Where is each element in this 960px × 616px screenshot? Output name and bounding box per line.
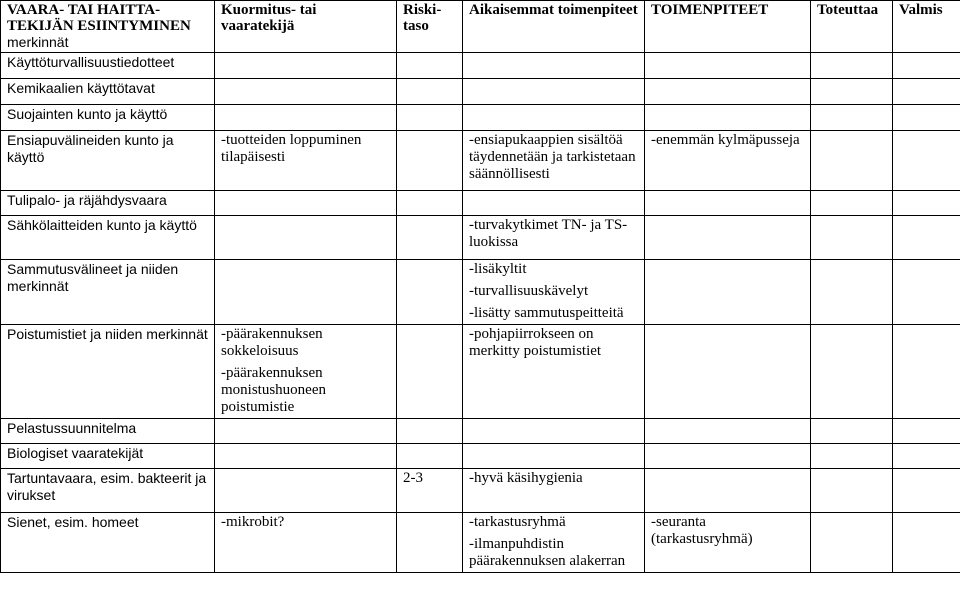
hazard-cell: Käyttöturvallisuustiedotteet: [1, 53, 215, 79]
header-do: Toteuttaa: [811, 1, 893, 53]
done-cell: [893, 131, 960, 191]
hazard-cell: Sammutusvälineet ja niiden merkinnät: [1, 260, 215, 325]
previous-measures-cell: [463, 53, 645, 79]
risk-cell: [397, 131, 463, 191]
actions-cell: [645, 105, 811, 131]
header-factor: Kuormitus- tai vaaratekijä: [215, 1, 397, 53]
done-cell: [893, 105, 960, 131]
factor-cell: [215, 513, 397, 573]
table-row: [1, 191, 960, 216]
responsible-cell: [811, 419, 893, 444]
factor-cell-line: -päärakennuksen monistushuoneen poistumistie: [221, 365, 326, 415]
responsible-cell: [811, 105, 893, 131]
factor-cell: [215, 105, 397, 131]
factor-cell: [215, 131, 397, 191]
actions-cell: [645, 79, 811, 105]
responsible-cell: [811, 325, 893, 419]
table-row: [1, 131, 960, 191]
table-row: [1, 469, 960, 513]
previous-measures-cell: [463, 79, 645, 105]
done-cell: [893, 419, 960, 444]
previous-measures-cell: [463, 469, 645, 513]
risk-cell: [397, 105, 463, 131]
factor-cell: [215, 260, 397, 325]
previous-measures-cell: [463, 216, 645, 260]
responsible-cell: [811, 131, 893, 191]
previous-measures-cell: [463, 131, 645, 191]
risk-cell: [397, 444, 463, 469]
actions-cell: [645, 216, 811, 260]
done-cell: [893, 79, 960, 105]
previous-measures-cell-line: -hyvä käsihygienia: [469, 470, 583, 486]
previous-measures-cell-line: -tarkastusryhmä: [469, 514, 566, 530]
previous-measures-cell: [463, 260, 645, 325]
factor-cell-line: -päärakennuksen sokkeloisuus: [221, 326, 323, 359]
done-cell: [893, 260, 960, 325]
done-cell: [893, 325, 960, 419]
factor-cell: [215, 216, 397, 260]
header-done: Valmis: [893, 1, 960, 53]
risk-cell: [397, 513, 463, 573]
done-cell: [893, 191, 960, 216]
actions-cell: [645, 513, 811, 573]
hazard-cell: Sähkölaitteiden kunto ja käyttö: [1, 216, 215, 260]
previous-measures-cell-line: -pohjapiirrokseen on merkitty poistumistiet: [469, 326, 602, 359]
actions-cell-line: -seuranta (tarkastusryhmä): [651, 514, 753, 547]
risk-cell: [397, 191, 463, 216]
responsible-cell: [811, 260, 893, 325]
responsible-cell: [811, 216, 893, 260]
actions-cell: [645, 419, 811, 444]
hazard-cell: Suojainten kunto ja käyttö: [1, 105, 215, 131]
hazard-cell: Tartuntavaara, esim. bakteerit ja virukset: [1, 469, 215, 513]
previous-measures-cell: [463, 191, 645, 216]
risk-cell: [397, 216, 463, 260]
previous-measures-cell-line: -turvakytkimet TN- ja TS-luokissa: [469, 217, 628, 250]
header-hazard-title: VAARA- TAI HAITTA-TEKIJÄN ESIINTYMINEN: [7, 2, 191, 34]
factor-cell-line: -tuotteiden loppuminen tilapäisesti: [221, 132, 362, 165]
actions-cell: [645, 191, 811, 216]
responsible-cell: [811, 79, 893, 105]
header-row: [1, 1, 960, 53]
risk-cell: [397, 79, 463, 105]
actions-cell: [645, 469, 811, 513]
table-row: [1, 444, 960, 469]
responsible-cell: [811, 513, 893, 573]
done-cell: [893, 216, 960, 260]
previous-measures-cell: [463, 105, 645, 131]
previous-measures-cell: [463, 444, 645, 469]
responsible-cell: [811, 444, 893, 469]
factor-cell: [215, 469, 397, 513]
table-row: [1, 79, 960, 105]
risk-cell: [397, 260, 463, 325]
factor-cell-line: -mikrobit?: [221, 514, 285, 530]
responsible-cell: [811, 53, 893, 79]
responsible-cell: [811, 191, 893, 216]
risk-cell: [397, 419, 463, 444]
hazard-cell: Sienet, esim. homeet: [1, 513, 215, 573]
previous-measures-cell: [463, 513, 645, 573]
table-body: [1, 53, 960, 573]
table-row: [1, 53, 960, 79]
previous-measures-cell-line: -lisätty sammutuspeitteitä: [469, 305, 624, 321]
risk-cell: 2-3: [397, 469, 463, 513]
previous-measures-cell-line: -ensiapukaappien sisältöä täydennetään ja tarkistetaan säännöllisesti: [469, 132, 636, 182]
header-actions: TOIMENPITEET: [645, 1, 811, 53]
actions-cell: [645, 444, 811, 469]
risk-cell: [397, 325, 463, 419]
hazard-cell: Kemikaalien käyttötavat: [1, 79, 215, 105]
factor-cell: [215, 53, 397, 79]
done-cell: [893, 444, 960, 469]
actions-cell: [645, 260, 811, 325]
done-cell: [893, 513, 960, 573]
header-hazard-subtitle: merkinnät: [7, 34, 69, 50]
table-row: [1, 105, 960, 131]
actions-cell-line: -enemmän kylmäpusseja: [651, 132, 800, 148]
previous-measures-cell: [463, 419, 645, 444]
table-row: [1, 260, 960, 325]
hazard-cell: Tulipalo- ja räjähdysvaara: [1, 191, 215, 216]
header-previous: Aikaisemmat toimenpiteet: [463, 1, 645, 53]
actions-cell: [645, 131, 811, 191]
hazard-cell: Pelastussuunnitelma: [1, 419, 215, 444]
done-cell: [893, 469, 960, 513]
table-row: [1, 325, 960, 419]
actions-cell: [645, 325, 811, 419]
factor-cell: [215, 325, 397, 419]
done-cell: [893, 53, 960, 79]
table-row: [1, 419, 960, 444]
previous-measures-cell: [463, 325, 645, 419]
factor-cell: [215, 79, 397, 105]
header-hazard: [1, 1, 215, 53]
factor-cell: [215, 444, 397, 469]
responsible-cell: [811, 469, 893, 513]
table-row: [1, 513, 960, 573]
hazard-cell: Biologiset vaaratekijät: [1, 444, 215, 469]
previous-measures-cell-line: -ilmanpuhdistin päärakennuksen alakerran: [469, 536, 626, 569]
hazard-cell: Ensiapuvälineiden kunto ja käyttö: [1, 131, 215, 191]
factor-cell: [215, 191, 397, 216]
hazard-cell: Poistumistiet ja niiden merkinnät: [1, 325, 215, 419]
previous-measures-cell-line: -turvallisuuskävelyt: [469, 283, 589, 299]
factor-cell: [215, 419, 397, 444]
previous-measures-cell-line: -lisäkyltit: [469, 261, 527, 277]
header-risk: Riski-taso: [397, 1, 463, 53]
actions-cell: [645, 53, 811, 79]
table-row: [1, 216, 960, 260]
risk-cell: [397, 53, 463, 79]
